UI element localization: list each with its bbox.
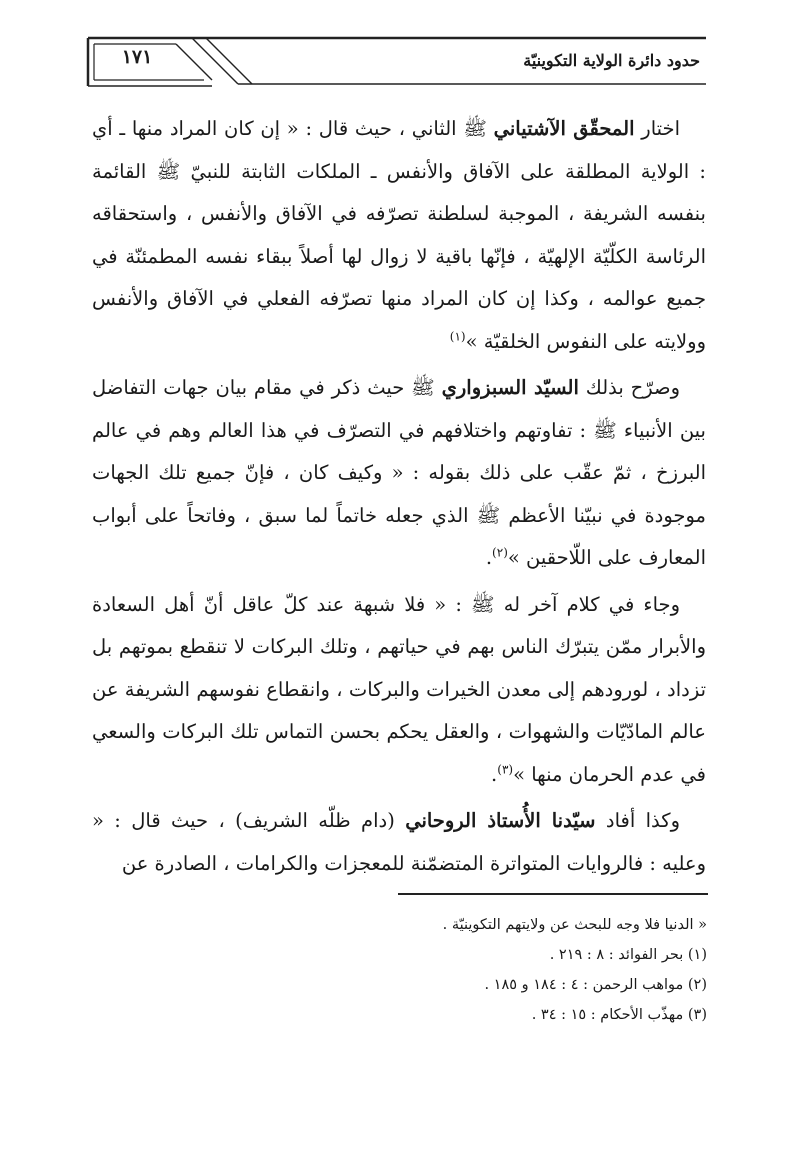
body-text — [92, 108, 706, 889]
paragraph-text: اختار — [634, 117, 680, 140]
paragraph-ashtiyani — [92, 108, 706, 363]
paragraph-text: وصرّح بذلك — [578, 376, 680, 399]
footnotes — [187, 910, 707, 1030]
page-number: ١٧١ — [121, 46, 153, 68]
paragraph-rohani — [92, 800, 706, 885]
paragraph-end: . — [491, 762, 498, 786]
footnote-marker: (١) — [449, 329, 466, 343]
scholar-name: السيّد السبزواري — [441, 376, 579, 399]
paragraph-text: ﷺ حيث ذكر في مقام بيان جهات التفاضل بين الأنبياء ﷺ : تفاوتهم واختلافهم في التصرّف في هذا العالم وهم في عالم البرزخ ، ثمّ عقّب على ذلك بقوله : « وكيف كان ، فإنّ جميع تلك الجهات موجودة في نبيّنا الأعظم ﷺ الذي جعله خاتماً لما سبق ، وفاتحاً على أبواب المعارف على اللّاحقين » — [92, 376, 706, 569]
paragraph-sabzawari — [92, 367, 706, 580]
footnote-marker: (٢) — [492, 545, 508, 560]
running-title: حدود دائرة الولاية التكوينيّة — [523, 51, 700, 70]
footnote-1: (١) بحر الفوائد : ٨ : ٢١٩ . — [549, 947, 707, 963]
running-header — [88, 34, 706, 90]
footnote-continuation: « الدنيا فلا وجه للبحث عن ولايتهم التكوينيّة . — [442, 917, 707, 933]
footnote-2: (٢) مواهب الرحمن : ٤ : ١٨٤ و ١٨٥ . — [484, 977, 707, 993]
paragraph-end: . — [485, 546, 493, 569]
paragraph-text: وكذا أفاد — [595, 809, 680, 832]
footnote-3: (٣) مهذّب الأحكام : ١٥ : ٣٤ . — [531, 1007, 707, 1023]
footnote-marker: (٣) — [497, 762, 514, 776]
scholar-name: سيّدنا الأُستاذ الروحاني — [405, 809, 596, 832]
scholar-name: المحقّق الآشتياني — [493, 117, 635, 140]
paragraph-text: وجاء في كلام آخر له ﷺ : « فلا شبهة عند كلّ عاقل أنّ أهل السعادة والأبرار ممّن يتبرّك الناس بهم في حياتهم ، وتلك البركات لا تنقطع بموتهم بل تزداد ، لورودهم إلى معدن الخيرات والبركات ، وانقطاع نفوسهم الشريفة عن عالم المادّيّات والشهوات ، والعقل يحكم بحسن التماس تلك البركات والسعي في عدم الحرمان منها » — [92, 592, 707, 786]
paragraph-another-saying — [92, 584, 706, 797]
paragraph-text: (دام ظلّه الشريف) ، حيث قال : « وعليه : فالروايات المتواترة المتضمّنة للمعجزات والكرامات ، الصادرة عن — [92, 809, 706, 875]
paragraph-text: ﷺ الثاني ، حيث قال : « إن كان المراد منها ـ أي : الولاية المطلقة على الآفاق والأنفس ـ الملكات الثابتة للنبيّ ﷺ القائمة بنفسه الشريفة ، الموجبة لسلطنة تصرّفه في الآفاق والأنفس ، واستحقاقه الرئاسة الكلّيّة الإلهيّة ، فإنّها باقية لا زوال لها أصلاً ببقاء نفسه المطمئنّة في جميع عوالمه ، وكذا إن كان المراد منها تصرّفه الفعلي في الآفاق والأنفس وولايته على النفوس الخلقيّة » — [92, 117, 706, 353]
footnote-divider — [398, 893, 708, 895]
